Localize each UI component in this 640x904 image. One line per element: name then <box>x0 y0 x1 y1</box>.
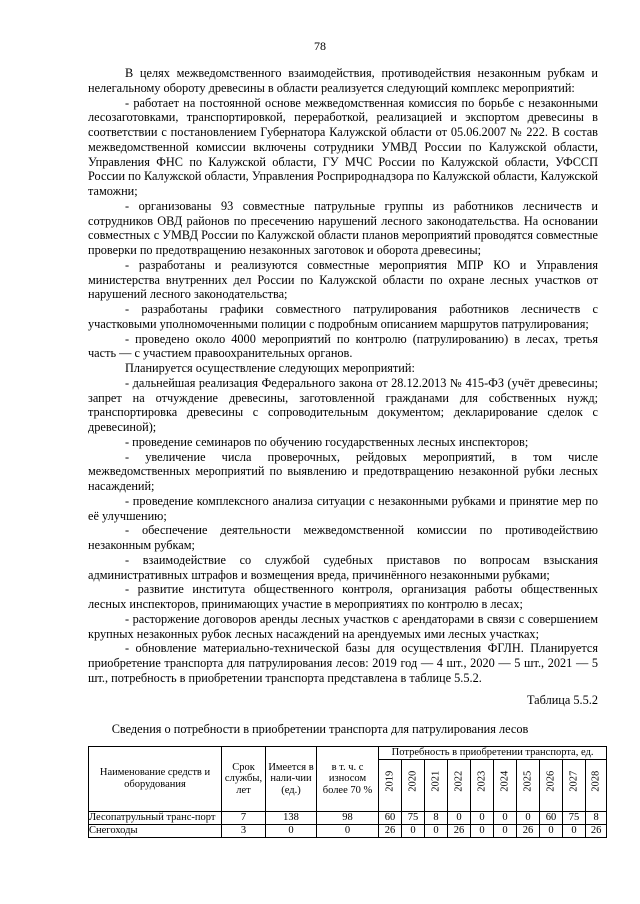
cell-need: 0 <box>471 824 494 837</box>
paragraph: - организованы 93 совместные патрульные группы из работников лесничеств и сотрудников ОВД районов по пресечению нарушений лесного законодательства. На основании совместных с УМВД России по Калужской области планов мероприятий проводятся совместные проверки по предотвращению незаконных заготовок и оборота древесины; <box>88 198 598 257</box>
cell-need: 0 <box>494 824 517 837</box>
cell-worn: 0 <box>317 824 379 837</box>
cell-term: 3 <box>222 824 266 837</box>
paragraph: - проведение семинаров по обучению государственных лесных инспекторов; <box>125 434 529 449</box>
paragraph: - обеспечение деятельности межведомственной комиссии по противодействию незаконным рубкам; <box>88 523 598 552</box>
cell-available: 138 <box>266 811 317 824</box>
header-available: Имеется в нали-чии (ед.) <box>266 747 317 812</box>
paragraph: - разработаны графики совместного патрулирования работников лесничеств с участковыми уполномоченными полиции с подробным описанием маршрутов патрулирования; <box>88 302 598 331</box>
paragraph: - работает на постоянной основе межведомственная комиссия по борьбе с незаконными лесозаготовками, транспортировкой, переработкой, реализацией и экспортом древесины в соответствии с постановлением Губернатора Калужской области от 05.06.2007 № 222. В состав межведомственной комиссии включены сотрудники УМВД России по Калужской области, Управления ФНС по Калужской области, ГУ МЧС России по Калужской области, УФССП России по Калужской области, Управления Росприроднадзора по Калужской области, Калужской таможни; <box>88 95 598 198</box>
cell-need: 0 <box>540 824 563 837</box>
cell-need: 60 <box>540 811 563 824</box>
header-need-group: Потребность в приобретении транспорта, ед. <box>379 747 607 760</box>
header-year: 2020 <box>402 759 425 811</box>
cell-need: 0 <box>448 811 471 824</box>
cell-term: 7 <box>222 811 266 824</box>
cell-need: 0 <box>563 824 586 837</box>
header-worn: в т. ч. с износом более 70 % <box>317 747 379 812</box>
cell-need: 26 <box>379 824 402 837</box>
table-row <box>89 811 607 824</box>
cell-name: Лесопатрульный транс-порт <box>89 811 222 824</box>
paragraph: В целях межведомственного взаимодействия, противодействия незаконным рубкам и нелегальному обороту древесины в области реализуется следующий комплекс мероприятий: <box>88 66 598 95</box>
table-title: Сведения о потребности в приобретении транспорта для патрулирования лесов <box>111 722 529 736</box>
paragraph: - разработаны и реализуются совместные мероприятия МПР КО и Управления министерства внутренних дел России по Калужской области по охране лесных участков от нарушений лесного законодательства; <box>88 257 598 302</box>
body-text <box>88 66 598 686</box>
table-row <box>89 824 607 837</box>
cell-need: 0 <box>402 824 425 837</box>
paragraph: Планируется осуществление следующих мероприятий: <box>125 361 415 375</box>
cell-need: 75 <box>402 811 425 824</box>
page-number: 78 <box>314 39 326 53</box>
cell-need: 0 <box>425 824 448 837</box>
cell-need: 26 <box>517 824 540 837</box>
transport-needs-table <box>88 746 607 838</box>
header-name: Наименование средств и оборудования <box>89 747 222 812</box>
cell-need: 8 <box>586 811 607 824</box>
header-year: 2024 <box>494 759 517 811</box>
table-caption: Таблица 5.5.2 <box>526 693 598 707</box>
paragraph: - проведено около 4000 мероприятий по контролю (патрулированию) в лесах, третья часть — с участием правоохранительных органов. <box>88 331 598 361</box>
cell-worn: 98 <box>317 811 379 824</box>
cell-available: 0 <box>266 824 317 837</box>
cell-name: Снегоходы <box>89 824 222 837</box>
paragraph: - взаимодействие со службой судебных приставов по вопросам взыскания административных штрафов и возмещения вреда, причинённого незаконными рубками; <box>88 552 598 582</box>
header-term: Срок службы, лет <box>222 747 266 812</box>
cell-need: 0 <box>517 811 540 824</box>
paragraph: - увеличение числа проверочных, рейдовых мероприятий, в том числе межведомственных мероприятий по выявлению и предотвращению незаконной рубки лесных насаждений; <box>88 449 598 493</box>
cell-need: 75 <box>563 811 586 824</box>
header-year: 2023 <box>471 759 494 811</box>
header-year: 2021 <box>425 759 448 811</box>
cell-need: 60 <box>379 811 402 824</box>
header-year: 2028 <box>586 759 607 811</box>
header-year: 2026 <box>540 759 563 811</box>
cell-need: 26 <box>448 824 471 837</box>
cell-need: 0 <box>494 811 517 824</box>
header-year: 2025 <box>517 759 540 811</box>
paragraph: - расторжение договоров аренды лесных участков с арендаторами в связи с совершением крупных незаконных рубок лесных насаждений на арендуемых ими лесных участках; <box>88 611 598 641</box>
paragraph: - развитие института общественного контроля, организация работы общественных лесных инспекторов, принимающих участие в мероприятиях по контролю в лесах; <box>88 582 598 611</box>
paragraph: - дальнейшая реализация Федерального закона от 28.12.2013 № 415-ФЗ (учёт древесины; запрет на отчуждение древесины, заготовленной гражданами для собственных нужд; транспортировка древесины с сопроводительным документом; декларирование сделок с древесиной); <box>88 375 598 434</box>
paragraph: - проведение комплексного анализа ситуации с незаконными рубками и принятие мер по её улучшению; <box>88 493 598 523</box>
paragraph: - обновление материально-технической базы для осуществления ФГЛН. Планируется приобретение транспорта для патрулирования лесов: 2019 год — 4 шт., 2020 — 5 шт., 2021 — 5 шт., потребность в приобретении транспорта представлена в таблице 5.5.2. <box>88 641 598 685</box>
header-year: 2019 <box>379 759 402 811</box>
header-year: 2027 <box>563 759 586 811</box>
header-year: 2022 <box>448 759 471 811</box>
cell-need: 8 <box>425 811 448 824</box>
cell-need: 26 <box>586 824 607 837</box>
cell-need: 0 <box>471 811 494 824</box>
